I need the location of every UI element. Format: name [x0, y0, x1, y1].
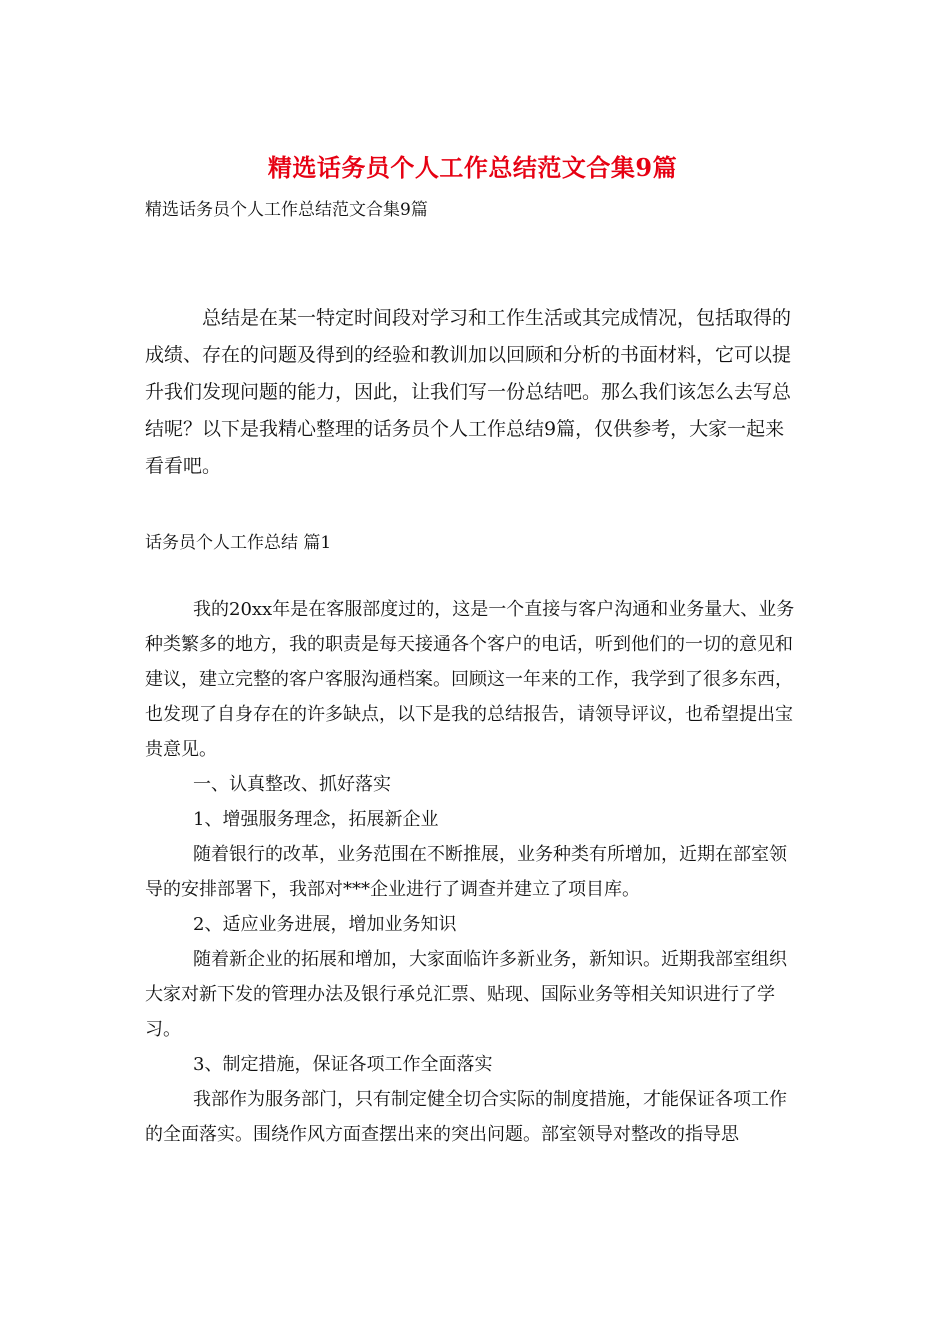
intro-paragraph: 总结是在某一特定时间段对学习和工作生活或其完成情况，包括取得的成绩、存在的问题及得到的经验和教训加以回顾和分析的书面材料，它可以提升我们发现问题的能力，因此，让我们写一份总结吧。那么我们该怎么去写总结呢？以下是我精心整理的话务员个人工作总结9篇，仅供参考，大家一起来看看吧。 — [145, 307, 792, 477]
document-page — [145, 150, 800, 1152]
document-title: 精选话务员个人工作总结范文合集9篇 — [267, 153, 678, 182]
section-heading-1: 话务员个人工作总结 篇1 — [145, 533, 332, 553]
subheading-item-2: 2、适应业务进展，增加业务知识 — [193, 914, 457, 935]
body-paragraph: 我部作为服务部门，只有制定健全切合实际的制度措施，才能保证各项工作的全面落实。围绕作风方面查摆出来的突出问题。部室领导对整改的指导思 — [145, 1089, 787, 1145]
body-paragraph: 我的20xx年是在客服部度过的，这是一个直接与客户沟通和业务量大、业务种类繁多的地方，我的职责是每天接通各个客户的电话，听到他们的一切的意见和建议，建立完整的客户客服沟通档案。回顾这一年来的工作，我学到了很多东西，也发现了自身存在的许多缺点，以下是我的总结报告，请领导评议，也希望提出宝贵意见。 — [145, 599, 795, 760]
document-subtitle: 精选话务员个人工作总结范文合集9篇 — [145, 200, 428, 220]
body-paragraph: 随着银行的改革，业务范围在不断推展，业务种类有所增加，近期在部室领导的安排部署下，我部对***企业进行了调查并建立了项目库。 — [145, 844, 787, 900]
subheading-level-1: 一、认真整改、抓好落实 — [193, 774, 391, 795]
subheading-item-3: 3、制定措施，保证各项工作全面落实 — [193, 1054, 493, 1075]
subheading-item-1: 1、增强服务理念，拓展新企业 — [193, 809, 439, 830]
body-paragraph: 随着新企业的拓展和增加，大家面临许多新业务，新知识。近期我部室组织大家对新下发的管理办法及银行承兑汇票、贴现、国际业务等相关知识进行了学习。 — [145, 949, 787, 1040]
